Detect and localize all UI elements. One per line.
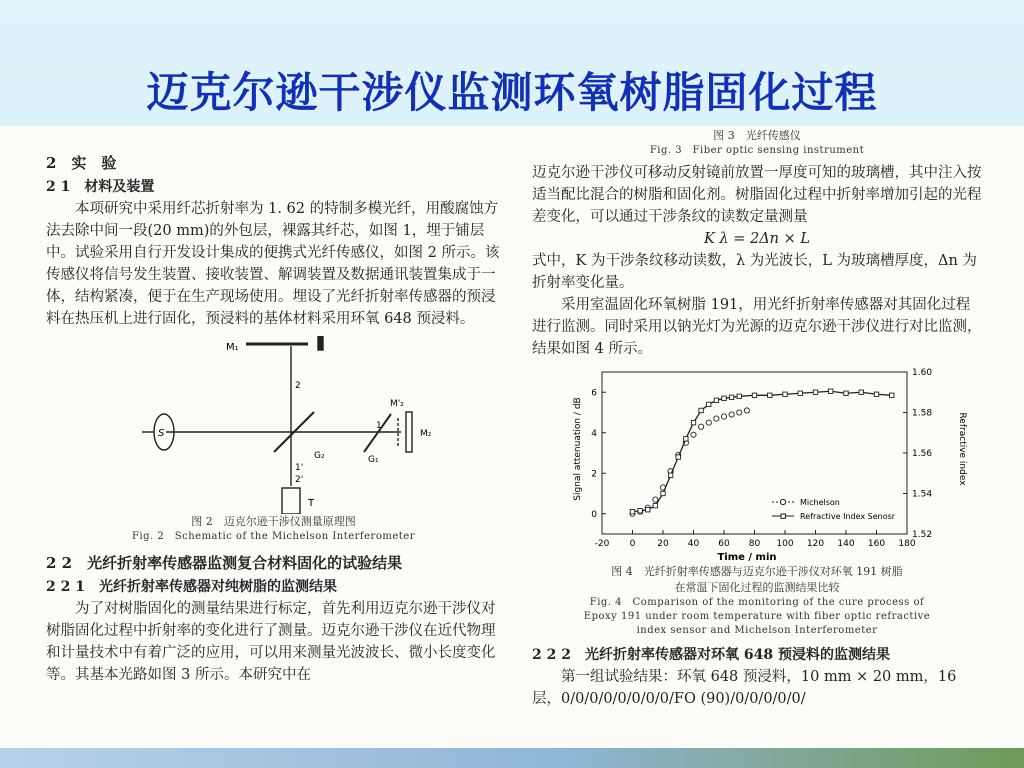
figure-caption-en: Fig. 3 Fiber optic sensing instrument xyxy=(649,145,865,156)
figure-caption: 图 3 光纤传感仪 xyxy=(713,129,801,142)
point-refractive-index-sensor xyxy=(676,455,680,459)
y2-tick-label: 1.52 xyxy=(912,530,933,540)
point-michelson xyxy=(699,424,704,429)
paragraph: 为了对树脂固化的测量结果进行标定，首先利用迈克尔逊干涉仪对树脂固化过程中折射率的变化进行了测量。迈克尔逊干涉仪在近代物理和计量技术中有着广泛的应用，可以用来测量光波波长、微小长度变化等。其基本光路如图 3 所示。本研究中在 xyxy=(46,601,496,683)
chart-y-axis-label: Signal attenuation / dB xyxy=(573,397,583,501)
y-tick-label: 0 xyxy=(591,509,597,520)
point-refractive-index-sensor xyxy=(722,396,726,400)
label-s: S xyxy=(158,428,165,439)
label-t: T xyxy=(308,498,315,509)
label-ray-1p: 1' xyxy=(295,463,304,473)
point-refractive-index-sensor xyxy=(653,503,657,507)
figure-caption: 图 2 迈克尔逊干涉仪测量原理图 xyxy=(191,515,356,528)
label-m1: M₁ xyxy=(226,342,239,353)
x-tick-label: 100 xyxy=(776,539,794,549)
left-column xyxy=(46,150,501,686)
point-refractive-index-sensor xyxy=(752,393,756,397)
point-refractive-index-sensor xyxy=(699,408,703,412)
y2-tick-label: 1.60 xyxy=(912,368,933,378)
formula: K λ = 2Δn × L xyxy=(703,231,811,247)
point-refractive-index-sensor xyxy=(874,392,878,396)
paragraph: 本项研究中采用纤芯折射率为 1. 62 的特制多模光纤，用酸腐蚀方法去除中间一段(20 mm)的外包层，裸露其纤芯，如图 1，埋于铺层中。试验采用自行开发设计集成的便携式光纤传感仪，如图 2 所示。该传感仪将信号发生装置、接收装置、解调装置及数据通讯装置集成于一体，结构紧凑，便于在生产现场使用。埋设了光纤折射率传感器的预浸料在热压机上进行固化，预浸料的基体材料采用环氧 648 预浸料。 xyxy=(46,201,500,327)
x-tick-label: 140 xyxy=(837,539,855,549)
point-refractive-index-sensor xyxy=(729,395,733,399)
label-g1: G₁ xyxy=(368,455,379,465)
subsection-heading: 2 2 1 光纤折射率传感器对纯树脂的监测结果 xyxy=(46,579,337,595)
point-refractive-index-sensor xyxy=(737,394,741,398)
point-refractive-index-sensor xyxy=(691,420,695,424)
point-michelson xyxy=(721,414,726,419)
x-tick-label: 120 xyxy=(806,539,825,549)
point-refractive-index-sensor xyxy=(844,391,848,395)
point-refractive-index-sensor xyxy=(668,473,672,477)
y-tick-label: 4 xyxy=(591,428,597,439)
x-tick-label: 0 xyxy=(629,539,636,549)
point-refractive-index-sensor xyxy=(859,390,863,394)
y-tick-label: 6 xyxy=(591,388,597,399)
figure-caption-en: Epoxy 191 under room temperature with fiber optic refractive xyxy=(583,611,931,622)
point-michelson xyxy=(691,432,696,437)
paragraph: 迈克尔逊干涉仪可移动反射镜前放置一厚度可知的玻璃槽，其中注入按适当配比混合的树脂和固化剂。树脂固化过程中折射率增加引起的光程差变化，可以通过干涉条纹的读数定量测量 xyxy=(532,165,982,225)
cure-monitoring-chart xyxy=(532,364,982,564)
x-tick-label: 180 xyxy=(898,539,916,549)
point-michelson xyxy=(737,410,742,415)
label-m2: M₂ xyxy=(420,429,432,439)
point-refractive-index-sensor xyxy=(661,491,665,495)
legend-label-sensor: Refractive Index Senosr xyxy=(800,512,896,521)
section-heading: 2 实 验 xyxy=(46,154,117,172)
point-michelson xyxy=(653,497,658,502)
x-tick-label: 20 xyxy=(657,539,669,549)
label-ray-2: 2 xyxy=(295,381,301,391)
chart-y2-axis-label: Refractive index xyxy=(957,412,967,486)
subsection-heading: 2 1 材料及装置 xyxy=(46,179,155,195)
point-refractive-index-sensor xyxy=(783,392,787,396)
right-column xyxy=(532,128,982,710)
x-tick-label: 40 xyxy=(687,539,700,549)
label-ray-2p: 2' xyxy=(295,475,304,485)
subsection-heading: 2 2 2 光纤折射率传感器对环氧 648 预浸料的监测结果 xyxy=(532,647,890,663)
label-g2: G₂ xyxy=(314,451,325,461)
series-line-refractive-index-sensor xyxy=(633,391,892,511)
y2-tick-label: 1.56 xyxy=(912,449,933,459)
point-michelson xyxy=(706,420,711,425)
legend-marker-sensor xyxy=(781,514,785,518)
point-refractive-index-sensor xyxy=(707,402,711,406)
paragraph: 式中，K 为干涉条纹移动读数，λ 为光波长，L 为玻璃槽厚度，Δn 为折射率变化量。 xyxy=(532,253,977,291)
point-refractive-index-sensor xyxy=(714,398,718,402)
paragraph: 第一组试验结果：环氧 648 预浸料，10 mm × 20 mm，16 层，0/0/0/0/0/0/0/0/FO (90)/0/0/0/0/0/ xyxy=(532,669,957,707)
point-refractive-index-sensor xyxy=(646,508,650,512)
michelson-schematic xyxy=(46,336,501,514)
label-m2p: M'₂ xyxy=(390,399,404,409)
x-tick-label: -20 xyxy=(594,539,610,549)
point-refractive-index-sensor xyxy=(638,509,642,513)
section-heading: 2 2 光纤折射率传感器监测复合材料固化的试验结果 xyxy=(46,554,403,572)
point-refractive-index-sensor xyxy=(768,393,772,397)
y-tick-label: 2 xyxy=(591,469,597,480)
paragraph: 采用室温固化环氧树脂 191，用光纤折射率传感器对其固化过程进行监测。同时采用以钠光灯为光源的迈克尔逊干涉仪进行对比监测，结果如图 4 所示。 xyxy=(532,297,982,357)
point-michelson xyxy=(714,416,719,421)
figure-caption-en: index sensor and Michelson Interferometer xyxy=(636,625,878,636)
chart-x-axis-label: Time / min xyxy=(717,552,777,563)
legend-marker-michelson xyxy=(780,499,785,504)
point-refractive-index-sensor xyxy=(829,389,833,393)
point-michelson xyxy=(729,412,734,417)
figure-caption-en: Fig. 2 Schematic of the Michelson Interferometer xyxy=(132,531,415,542)
figure-caption-en: Fig. 4 Comparison of the monitoring of the cure process of xyxy=(589,597,925,608)
label-ray-1: 1 xyxy=(376,421,382,431)
x-tick-label: 80 xyxy=(748,539,761,549)
slide-footer-strip xyxy=(0,748,1024,768)
point-refractive-index-sensor xyxy=(798,391,802,395)
point-refractive-index-sensor xyxy=(630,510,634,514)
figure-caption: 图 4 光纤折射率传感器与迈克尔逊干涉仪对环氧 191 树脂 xyxy=(611,565,903,578)
y2-tick-label: 1.54 xyxy=(912,489,933,500)
x-tick-label: 160 xyxy=(867,539,886,549)
point-michelson xyxy=(744,408,749,413)
point-refractive-index-sensor xyxy=(684,437,688,441)
legend-label-michelson: Michelson xyxy=(800,498,840,507)
point-refractive-index-sensor xyxy=(890,393,894,397)
slide-title: 迈克尔逊干涉仪监测环氧树脂固化过程 xyxy=(146,68,878,117)
y2-tick-label: 1.58 xyxy=(912,408,933,419)
point-refractive-index-sensor xyxy=(813,390,817,394)
x-tick-label: 60 xyxy=(718,539,730,549)
figure-caption: 在常温下固化过程的监测结果比较 xyxy=(674,581,840,594)
